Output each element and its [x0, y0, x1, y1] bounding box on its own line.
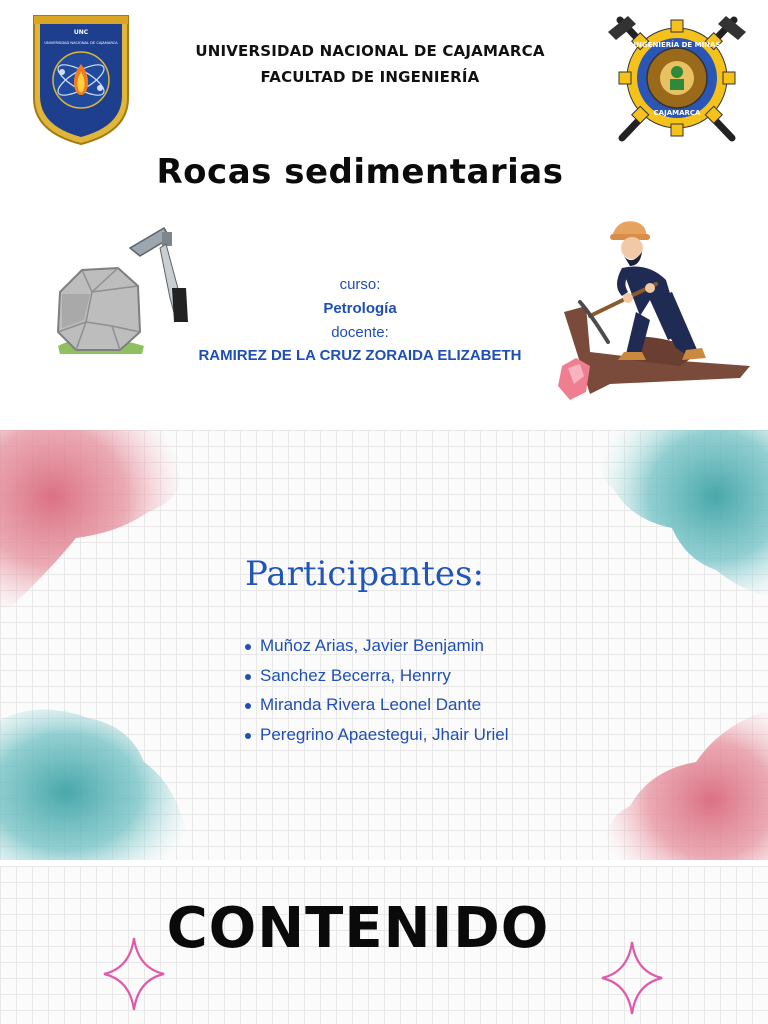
sparkle-icon — [102, 936, 166, 1012]
miner-illustration — [550, 216, 756, 406]
course-value: Petrología — [323, 300, 397, 317]
watercolor-splash-bottom-right — [600, 710, 768, 860]
svg-text:CAJAMARCA: CAJAMARCA — [653, 109, 701, 117]
svg-text:INGENIERÍA DE MINAS: INGENIERÍA DE MINAS — [633, 41, 721, 49]
list-item: Miranda Rivera Leonel Dante — [245, 695, 509, 725]
participants-heading: Participantes: — [245, 554, 484, 594]
sparkle-icon — [600, 940, 664, 1016]
course-label: curso: — [339, 276, 381, 293]
list-item: Muñoz Arias, Javier Benjamin — [245, 636, 509, 666]
contents-heading: CONTENIDO — [166, 896, 550, 961]
teacher-label: docente: — [331, 324, 389, 341]
document-title: Rocas sedimentarias — [156, 152, 564, 192]
watercolor-splash-top-left — [0, 430, 210, 620]
teacher-value: RAMIREZ DE LA CRUZ ZORAIDA ELIZABETH — [198, 347, 522, 364]
faculty-name: FACULTAD DE INGENIERÍA — [260, 68, 480, 86]
contents-page — [0, 866, 768, 1024]
mining-engineering-logo — [606, 12, 748, 144]
svg-text:UNIVERSIDAD NACIONAL DE CAJAMA: UNIVERSIDAD NACIONAL DE CAJAMARCA — [44, 41, 118, 45]
list-item: Peregrino Apaestegui, Jhair Uriel — [245, 725, 509, 755]
participants-list — [245, 636, 509, 754]
cover-page — [0, 0, 768, 422]
watercolor-splash-bottom-left — [0, 700, 196, 860]
participants-page — [0, 430, 768, 860]
university-name: UNIVERSIDAD NACIONAL DE CAJAMARCA — [195, 42, 545, 60]
list-item: Sanchez Becerra, Henrry — [245, 666, 509, 696]
svg-text:UNC: UNC — [73, 29, 89, 36]
watercolor-splash-top-right — [590, 430, 768, 600]
page-gap — [0, 422, 768, 430]
